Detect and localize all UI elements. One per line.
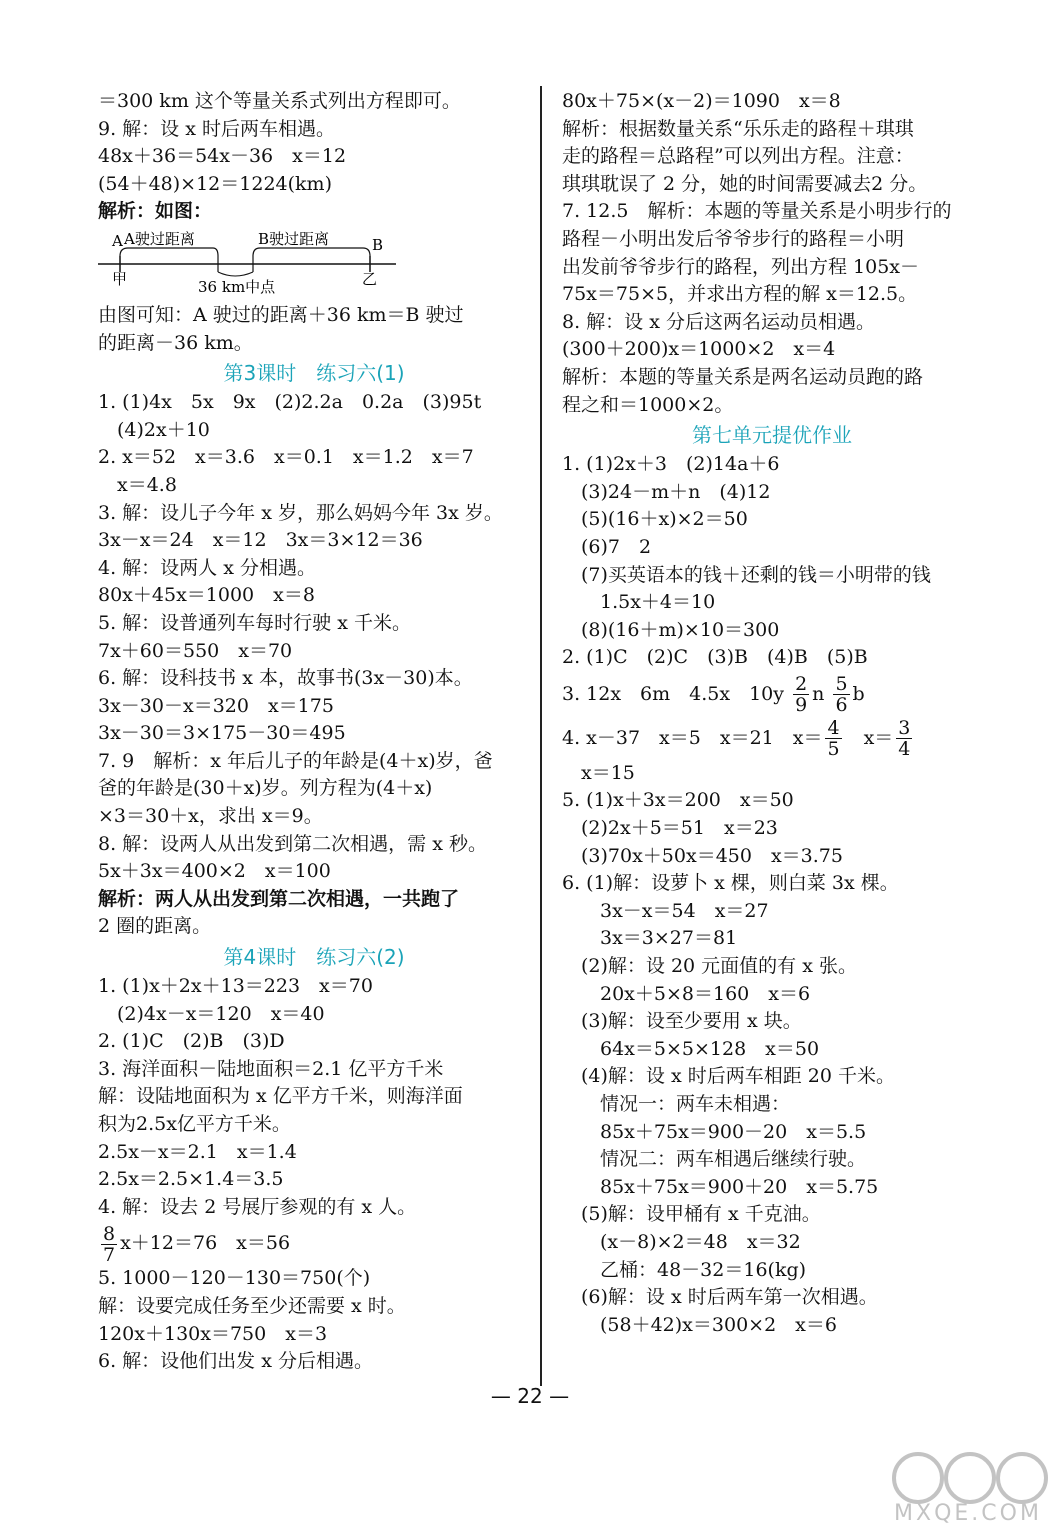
text-line: 3. 解：设儿子今年 x 岁，那么妈妈今年 3x 岁。 [98, 501, 503, 524]
text-line: 1. (1)x＋2x＋13＝223 x＝70 [98, 975, 373, 998]
text-line: 5. 解：设普通列车每时行驶 x 千米。 [98, 611, 411, 634]
fraction-denominator: 7 [103, 1243, 116, 1266]
fraction-variable: n [812, 682, 825, 705]
text-line: (2)解：设 20 元面值的有 x 张。 [562, 955, 857, 978]
fraction-numerator: 8 [103, 1222, 116, 1245]
text-line: 3x－x＝54 x＝27 [562, 899, 769, 922]
text-line: (58＋42)x＝300×2 x＝6 [562, 1313, 837, 1336]
watermark-text: MXQE.COM [894, 1501, 1042, 1526]
text-line: 4. 解：设两人 x 分相遇。 [98, 556, 316, 579]
text-line: 64x＝5×5×128 x＝50 [562, 1037, 820, 1060]
text-line: 80x＋45x＝1000 x＝8 [98, 584, 315, 607]
section-heading: 第七单元提优作业 [692, 423, 852, 448]
text-line: (300＋200)x＝1000×2 x＝4 [562, 338, 836, 361]
text-line: 9. 解：设 x 时后两车相遇。 [98, 117, 335, 140]
text-line: (4)解：设 x 时后两车相距 20 千米。 [562, 1065, 895, 1088]
fraction-line-q3 [562, 672, 982, 716]
text-line: 2.5x－x＝2.1 x＝1.4 [98, 1140, 297, 1163]
fraction [833, 674, 849, 715]
point-yi-label: 乙 [362, 269, 378, 288]
a-distance-label: A驶过距离 [124, 229, 195, 248]
text-line: 3x＝3×27＝81 [562, 927, 738, 950]
text-line: 解析：如图： [98, 200, 213, 223]
text-line: (7)买英语本的钱＋还剩的钱＝小明带的钱 [562, 563, 931, 586]
page-number: — 22 — [490, 1384, 570, 1408]
text-line: (8)(16＋m)×10＝300 [562, 618, 780, 641]
text-line: (3)解：设至少要用 x 块。 [562, 1010, 802, 1033]
text-line: 7. 12.5 解析：本题的等量关系是小明步行的 [562, 200, 952, 223]
text-line: 6. 解：设他们出发 x 分后相遇。 [98, 1350, 373, 1373]
text-line: 5. (1)x＋3x＝200 x＝50 [562, 789, 794, 812]
text-line: 1. (1)4x 5x 9x (2)2.2a 0.2a (3)95t [98, 391, 482, 414]
fraction-denominator: 4 [898, 738, 911, 761]
fraction-denominator: 5 [827, 738, 840, 761]
text-line: ×3＝30＋x，求出 x＝9。 [98, 805, 323, 828]
section-heading: 第3课时 练习六(1) [223, 361, 405, 386]
text-line: (4)2x＋10 [98, 418, 210, 441]
text-line: 48x＋36＝54x－36 x＝12 [98, 145, 347, 168]
point-a-label: A [112, 231, 123, 250]
text-line: (54＋48)×12＝1224(km) [98, 172, 332, 195]
text-line: 75x＝75×5，并求出方程的解 x＝12.5。 [562, 283, 918, 306]
left-column [98, 88, 530, 1376]
text-line: (2)2x＋5＝51 x＝23 [562, 817, 778, 840]
fraction-line-q4 [562, 716, 982, 760]
text-line: 爸的年龄是(30＋x)岁。列方程为(4＋x) [98, 777, 433, 800]
text-line: (6)解：设 x 时后两车第一次相遇。 [562, 1286, 878, 1309]
fraction [896, 718, 912, 759]
fraction [825, 718, 841, 759]
point-b-label: B [372, 235, 384, 254]
text-line: 解：设要完成任务至少还需要 x 时。 [98, 1294, 406, 1317]
text-line: 2.5x＝2.5×1.4＝3.5 [98, 1168, 284, 1191]
text-line: 程之和＝1000×2。 [562, 393, 734, 416]
q3-prefix: 3. 12x 6m 4.5x 10y [562, 682, 785, 705]
text-line: 3x－30＝3×175－30＝495 [98, 722, 346, 745]
text-line: 2. x＝52 x＝3.6 x＝0.1 x＝1.2 x＝7 [98, 446, 474, 469]
text-line: (5)(16＋x)×2＝50 [562, 508, 748, 531]
watermark-icon [878, 1448, 1058, 1508]
fraction [793, 674, 809, 715]
text-line: (3)24－m＋n (4)12 [562, 480, 771, 503]
midpoint-label: 36 km中点 [198, 277, 276, 296]
fraction-denominator: 6 [835, 694, 848, 717]
fraction [101, 1224, 117, 1265]
text-line: 2. (1)C (2)B (3)D [98, 1030, 285, 1053]
fraction-denominator: 9 [795, 694, 808, 717]
text-line: 解析：根据数量关系“乐乐走的路程＋琪琪 [562, 117, 914, 140]
text-line: 的距离－36 km。 [98, 331, 253, 354]
text-line: 情况一：两车未相遇： [562, 1093, 791, 1115]
column-divider [540, 86, 542, 1386]
distance-diagram-svg [98, 226, 398, 302]
text-line: 8. 解：设 x 分后这两名运动员相遇。 [562, 310, 875, 333]
b-distance-label: B驶过距离 [258, 229, 330, 248]
text-line: 2 圈的距离。 [98, 915, 212, 938]
text-line: ＝300 km 这个等量关系式列出方程即可。 [98, 90, 461, 112]
text-line: 出发前爷爷步行的路程，列出方程 105x－ [562, 255, 920, 278]
watermark-logo [878, 1448, 1058, 1532]
text-line: 解：设陆地面积为 x 亿平方千米，则海洋面 [98, 1085, 463, 1108]
text-line: 解析：本题的等量关系是两名运动员跑的路 [562, 365, 924, 388]
text-line: x＝15 [562, 761, 635, 784]
fraction-variable: b [852, 682, 865, 705]
text-line: (2)4x－x＝120 x＝40 [98, 1002, 325, 1025]
fraction-numerator: 5 [835, 673, 848, 696]
text-line: 走的路程＝总路程”可以列出方程。注意： [562, 145, 914, 168]
right-column [562, 88, 982, 1339]
equation-rest: x＋12＝76 x＝56 [120, 1232, 291, 1255]
text-line: 3x－30－x＝320 x＝175 [98, 694, 334, 717]
text-line: 由图可知：A 驶过的距离＋36 km＝B 驶过 [98, 303, 464, 326]
text-line: 6. 解：设科技书 x 本，故事书(3x－30)本。 [98, 667, 473, 690]
distance-diagram [98, 226, 530, 302]
text-line: 琪琪耽误了 2 分，她的时间需要减去2 分。 [562, 172, 928, 195]
text-line: 85x＋75x＝900－20 x＝5.5 [562, 1120, 867, 1143]
text-line: 120x＋130x＝750 x＝3 [98, 1322, 328, 1345]
fraction-numerator: 4 [827, 717, 840, 740]
text-line: 1. (1)2x＋3 (2)14a＋6 [562, 453, 780, 476]
text-line: 20x＋5×8＝160 x＝6 [562, 982, 811, 1005]
text-line: (6)7 2 [562, 535, 652, 558]
text-line: 7. 9 解析：x 年后儿子的年龄是(4＋x)岁，爸 [98, 749, 493, 772]
text-line: 乙桶：48－32＝16(kg) [562, 1258, 807, 1281]
text-line: 4. 解：设去 2 号展厅参观的有 x 人。 [98, 1195, 417, 1218]
text-line: 情况二：两车相遇后继续行驶。 [562, 1148, 867, 1171]
text-line: 3. 海洋面积－陆地面积＝2.1 亿平方千米 [98, 1057, 444, 1080]
text-line: 6. (1)解：设萝卜 x 棵，则白菜 3x 棵。 [562, 872, 899, 895]
fraction-numerator: 3 [898, 717, 911, 740]
point-jia-label: 甲 [112, 269, 128, 288]
text-line: 2. (1)C (2)C (3)B (4)B (5)B [562, 646, 868, 669]
text-line: 3x－x＝24 x＝12 3x＝3×12＝36 [98, 529, 423, 552]
text-line: 5x＋3x＝400×2 x＝100 [98, 860, 331, 883]
q4-prefix: 4. x－37 x＝5 x＝21 x＝ [562, 726, 823, 749]
text-line: (5)解：设甲桶有 x 千克油。 [562, 1203, 821, 1226]
section-heading: 第4课时 练习六(2) [223, 945, 405, 970]
text-line: (3)70x＋50x＝450 x＝3.75 [562, 844, 843, 867]
text-line: 7x＋60＝550 x＝70 [98, 639, 293, 662]
fraction-numerator: 2 [795, 673, 808, 696]
text-line: (x－8)×2＝48 x＝32 [562, 1230, 801, 1253]
q4-mid: x＝ [844, 726, 894, 749]
text-line: 解析：两人从出发到第二次相遇，一共跑了 [98, 887, 460, 910]
text-line: x＝4.8 [98, 473, 177, 496]
text-line: 85x＋75x＝900＋20 x＝5.75 [562, 1175, 879, 1198]
text-line: 8. 解：设两人从出发到第二次相遇，需 x 秒。 [98, 832, 487, 855]
text-line: 1.5x＋4＝10 [562, 591, 716, 614]
text-line: 80x＋75×(x－2)＝1090 x＝8 [562, 90, 841, 112]
text-line: 路程－小明出发后爷爷步行的路程＝小明 [562, 227, 905, 250]
text-line: 5. 1000－120－130＝750(个) [98, 1267, 371, 1290]
text-line: 积为2.5x亿平方千米。 [98, 1113, 291, 1135]
fraction-equation [98, 1221, 530, 1265]
